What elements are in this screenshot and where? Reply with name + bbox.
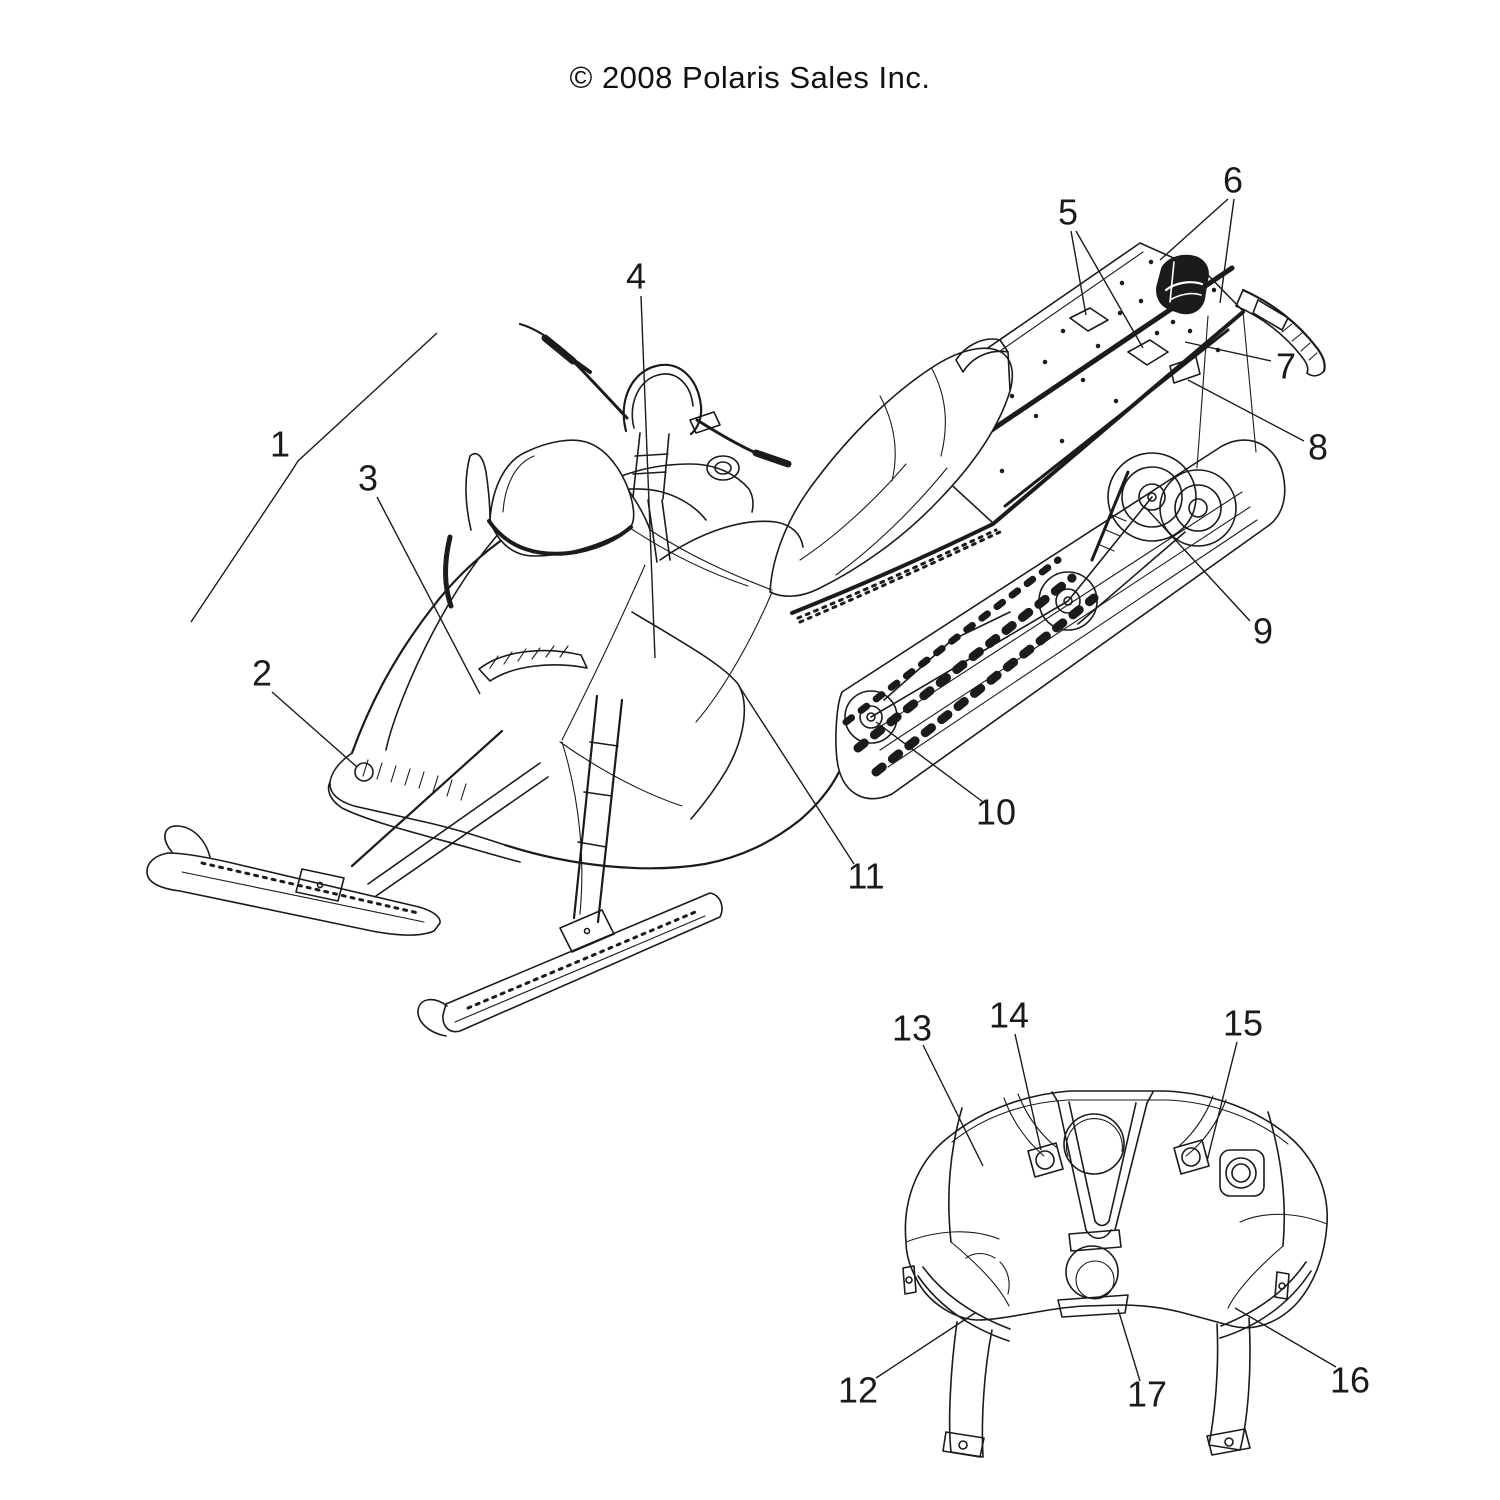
callout-number: 15: [1222, 1002, 1264, 1044]
callout-number: 11: [847, 855, 885, 897]
callout-1: [191, 333, 437, 622]
callout-17: [1118, 1309, 1167, 1415]
callout-leader-line: [191, 333, 437, 622]
callout-number: 12: [837, 1369, 879, 1411]
callouts-layer: [191, 160, 1370, 1415]
hood-detail-view-art: [903, 1091, 1327, 1457]
headlight-opening: [1064, 1114, 1124, 1174]
snowmobile-main-view-art: [147, 243, 1325, 1036]
callout-10: [876, 722, 1016, 833]
left-grip: [545, 338, 573, 361]
callout-number: 7: [1275, 345, 1297, 387]
callout-number: 1: [269, 423, 291, 465]
callout-2: [252, 653, 357, 768]
callout-leader-line: [1188, 380, 1304, 441]
left-ski: [147, 853, 440, 935]
callout-number: 9: [1252, 610, 1274, 652]
callout-16: [1235, 1308, 1370, 1401]
callout-number: 5: [1057, 191, 1079, 233]
callout-leader-line: [641, 296, 655, 658]
callout-number: 8: [1307, 426, 1329, 468]
callout-number: 13: [891, 1007, 933, 1049]
callout-leader-line: [377, 497, 480, 694]
hood-left-leg: [943, 1322, 992, 1457]
callout-leader-line: [1160, 199, 1228, 260]
lower-opening: [1066, 1246, 1118, 1298]
hood-hull: [905, 1091, 1327, 1328]
callout-number: 14: [988, 994, 1030, 1036]
front-suspension-and-skis: [147, 696, 722, 1036]
callout-leader-line: [1145, 507, 1250, 621]
callout-number: 3: [357, 457, 379, 499]
callout-leader-line: [1220, 199, 1234, 303]
callout-number: 17: [1126, 1373, 1168, 1415]
callout-leader-line: [1118, 1309, 1140, 1381]
right-ski: [443, 893, 722, 1032]
callout-13: [892, 1008, 983, 1167]
fuel-cap: [707, 456, 739, 480]
hood-center-intake: [1052, 1092, 1153, 1317]
right-grip: [756, 453, 788, 464]
hood-side-tabs: [903, 1266, 1289, 1299]
callout-leader-line: [876, 1313, 975, 1378]
callout-12: [838, 1313, 975, 1411]
copyright-line: © 2008 Polaris Sales Inc.: [569, 60, 931, 95]
decal-rect-b: [1128, 340, 1168, 365]
callout-number: 16: [1329, 1359, 1371, 1401]
decal-rect-a: [1070, 308, 1108, 331]
callout-11: [739, 686, 885, 897]
callout-number: 2: [251, 652, 273, 694]
callout-number: 6: [1222, 159, 1244, 201]
callout-14: [989, 995, 1041, 1151]
callout-leader-line: [1207, 1042, 1237, 1161]
right-pod-opening: [1226, 1158, 1256, 1188]
hood-right-leg: [1207, 1318, 1250, 1455]
callout-number: 10: [975, 791, 1017, 833]
callout-leader-line: [272, 692, 357, 767]
callout-15: [1207, 1003, 1263, 1162]
callout-number: 4: [625, 255, 647, 297]
callout-leader-line: [1015, 1034, 1041, 1150]
